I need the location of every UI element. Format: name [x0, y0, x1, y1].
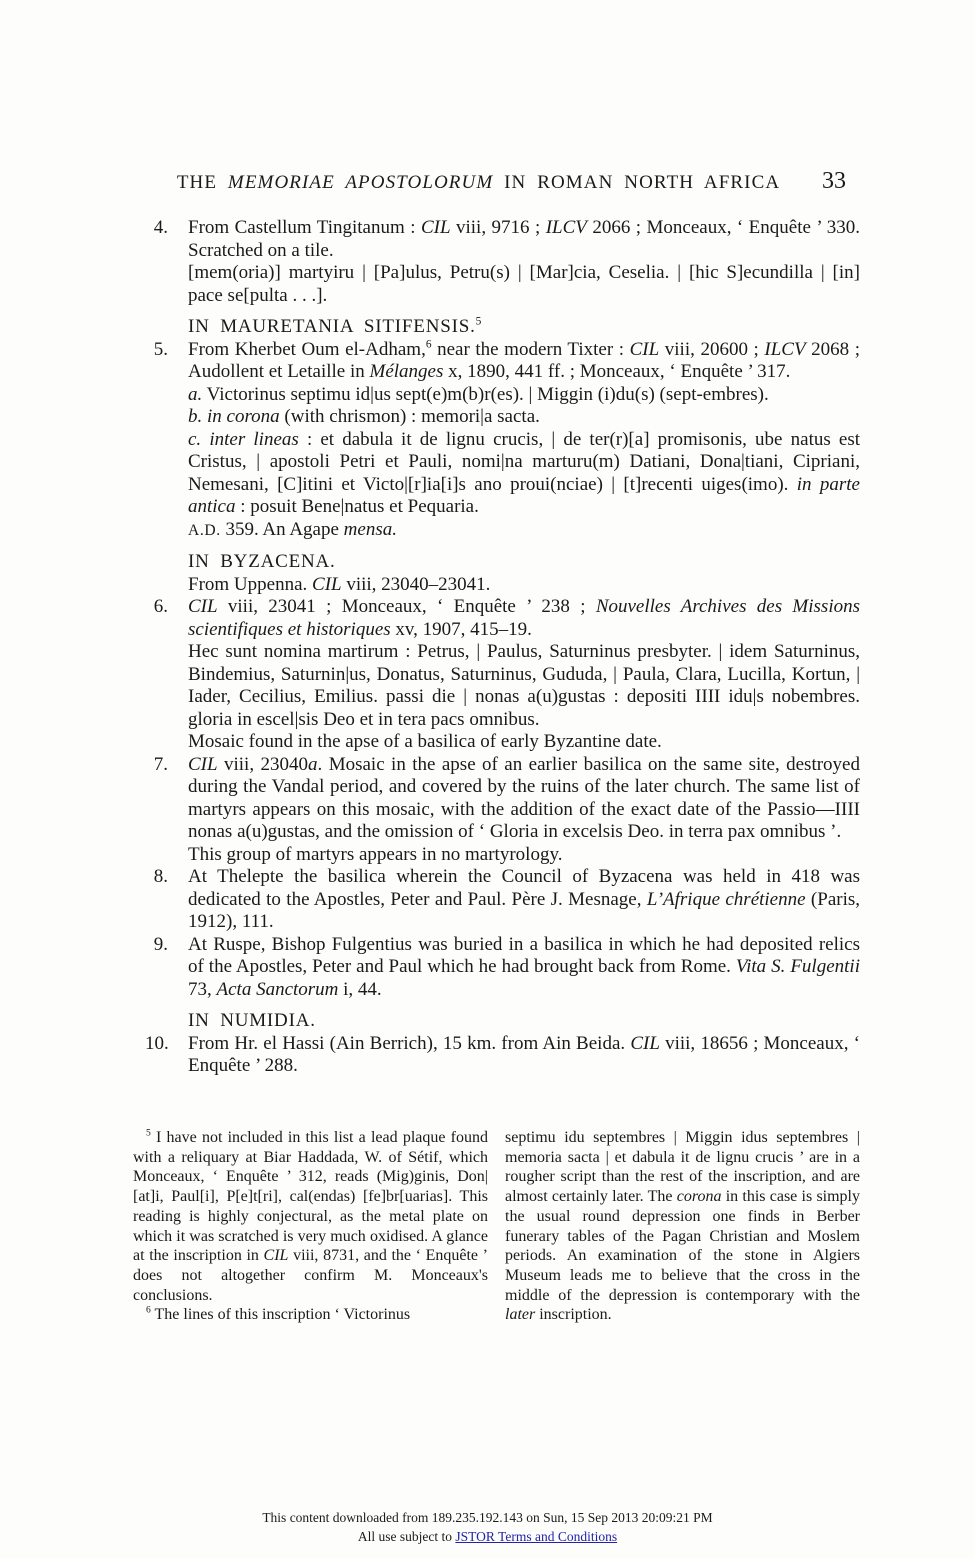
list-item-body — [188, 596, 860, 754]
paragraph: From Hr. el Hassi (Ain Berrich), 15 km. from Ain Beida. CIL viii, 18656 ; Monceaux, ‘ Enquête ’ 288. — [188, 1032, 860, 1076]
list-item-number: 5. — [153, 338, 168, 360]
use-notice — [0, 1527, 975, 1546]
paragraph: A.D. 359. An Agape mensa. — [188, 518, 397, 540]
paragraph: a. Victorinus septimu id|us sept(e)m(b)r(es). | Miggin (i)du(s) (sept-embres). — [188, 383, 769, 405]
paragraph: This group of martyrs appears in no martyrology. — [188, 843, 563, 865]
paragraph: From Uppenna. CIL viii, 23040–23041. — [188, 573, 491, 595]
footnote-paragraph: $^6$ The lines of this inscription ‘ Victorinus — [146, 1305, 411, 1324]
paragraph: b. in corona (with chrismon) : memori|a sacta. — [188, 406, 540, 427]
article-body — [145, 217, 860, 1078]
list-item — [145, 934, 860, 1002]
use-notice-prefix: All use subject to — [357, 1529, 456, 1544]
footnote-column-right — [505, 1128, 860, 1325]
footnote-paragraph: $^5$ I have not included in this list a lead plaque found with a reliquary at Biar Haddada, W. of Sétif, which Monceaux, ‘ Enquête ’ 312, reads (Mig)ginis, Don|[at]i, Paul[i], P[e]t[ri], cal(endas) [fe]br[uarias]. This reading is highly conjectural, as the metal plate on which it was scratched is very much oxidised. A glance at the inscription in CIL viii, 8731, and the ‘ Enquête ’ does not altogether confirm M. Monceaux's conclusions. — [133, 1127, 488, 1304]
paragraph: Hec sunt nomina martirum : Petrus, | Paulus, Saturninus presbyter. | idem Saturninus, Bindemius, Saturnin|us, Donatus, Saturninus, Gududa, | Paula, Clara, Lucilla, Kortun, | Iader, Cecilius, Emilius. passi die | nonas a(u)gustas : depositi IIII idu|s nobembres. gloria in escel|sis Deo et in tera pacs omnibus. — [188, 641, 860, 730]
download-notice: This content downloaded from 189.235.192.143 on Sun, 15 Sep 2013 20:09:21 PM — [262, 1510, 713, 1525]
list-item-number: 7. — [153, 753, 168, 775]
paragraph: At Ruspe, Bishop Fulgentius was buried in a basilica in which he had deposited relics of the Apostles, Peter and Paul which he had brought back from Rome. Vita S. Fulgentii 73, Acta Sanctorum i, 44. — [188, 933, 860, 1000]
jstor-terms-link[interactable]: JSTOR Terms and Conditions — [455, 1529, 618, 1544]
section-heading: IN MAURETANIA SITIFENSIS.$^5$ — [188, 315, 483, 337]
list-item-body — [188, 934, 860, 1002]
paragraph: From Castellum Tingitanum : CIL viii, 9716 ; ILCV 2066 ; Monceaux, ‘ Enquête ’ 330. Scratched on a tile. — [188, 217, 861, 261]
article-title: THE MEMORIAE APOSTOLORUM IN ROMAN NORTH AFRICA — [176, 172, 781, 193]
list-item — [145, 754, 860, 867]
paragraph: CIL viii, 23041 ; Monceaux, ‘ Enquête ’ 238 ; Nouvelles Archives des Missions scientifiques et historiques xv, 1907, 415–19. — [188, 596, 860, 640]
footnote-column-left — [133, 1128, 488, 1325]
footnotes — [133, 1128, 860, 1325]
list-item-body — [188, 217, 860, 307]
list-item — [145, 866, 860, 934]
list-item-body — [188, 754, 860, 867]
list-item-number: 10. — [145, 1032, 169, 1054]
list-item-number: 9. — [153, 933, 168, 955]
paragraph: At Thelepte the basilica wherein the Council of Byzacena was held in 418 was dedicated to the Apostles, Peter and Paul. Père J. Mesnage, L’Afrique chrétienne (Paris, 1912), 111. — [188, 866, 860, 932]
list-item-body — [188, 1033, 860, 1078]
paragraph: [mem(oria)] martyiru | [Pa]ulus, Petru(s) | [Mar]cia, Ceselia. | [hic S]ecundilla | [in] pace se[pulta . . .]. — [188, 262, 860, 306]
list-item — [145, 339, 860, 543]
section-heading: IN NUMIDIA. — [188, 1010, 316, 1031]
jstor-footer — [0, 1508, 975, 1546]
article-content — [145, 168, 860, 1078]
paragraph: c. inter lineas : et dabula it de lignu crucis, | de ter(r)[a] promisonis, ube natus est Cristus, | apostoli Petri et Pauli, nomi|na marturu(m) Datiani, Dona|tiani, Cipriani, Nemesani, [C]itini et Victo|[r]ia[i]s ano proui(nciae) | [t]recenti uiges(imo). in parte antica : posuit Bene|natus et Pequaria. — [188, 428, 861, 517]
list-item-number: 6. — [153, 596, 168, 617]
paragraph: Mosaic found in the apse of a basilica of early Byzantine date. — [188, 731, 662, 752]
page-header — [145, 168, 860, 196]
list-item-body — [188, 866, 860, 934]
page-number: 33 — [822, 168, 846, 194]
list-item-number: 8. — [153, 866, 168, 887]
paragraph: From Kherbet Oum el-Adham,$^6$ near the modern Tixter : CIL viii, 20600 ; ILCV 2068 ; Audollent et Letaille in Mélanges x, 1890, 441 ff. ; Monceaux, ‘ Enquête ’ 317. — [188, 338, 860, 382]
list-item-number: 4. — [153, 217, 168, 238]
list-item — [145, 1033, 860, 1078]
section-heading: IN BYZACENA. — [188, 551, 336, 572]
paragraph: CIL viii, 23040a. Mosaic in the apse of an earlier basilica on the same site, destroyed during the Vandal period, and covered by the ruins of the later church. The same list of martyrs appears on this mosaic, with the addition of the exact date of the Passio—IIII nonas a(u)gustas, and the omission of ‘ Gloria in excelsis Deo. in terra pax omnibus ’. — [188, 753, 860, 842]
footnote-paragraph: septimu idu septembres | Miggin idus septembres | memoria sacta | et dabula it de lignu crucis ’ are in a rougher script than the rest of the inscription, and are almost certainly later. The corona in this case is simply the usual round depression one finds in Berber funerary tables of the Pagan Christian and Moslem periods. An examination of the stone in Algiers Museum leads me to believe that the cross in the middle of the depression is contemporary with the later inscription. — [505, 1129, 861, 1324]
list-item — [145, 596, 860, 754]
list-item-body — [188, 339, 860, 543]
list-item — [145, 217, 860, 307]
